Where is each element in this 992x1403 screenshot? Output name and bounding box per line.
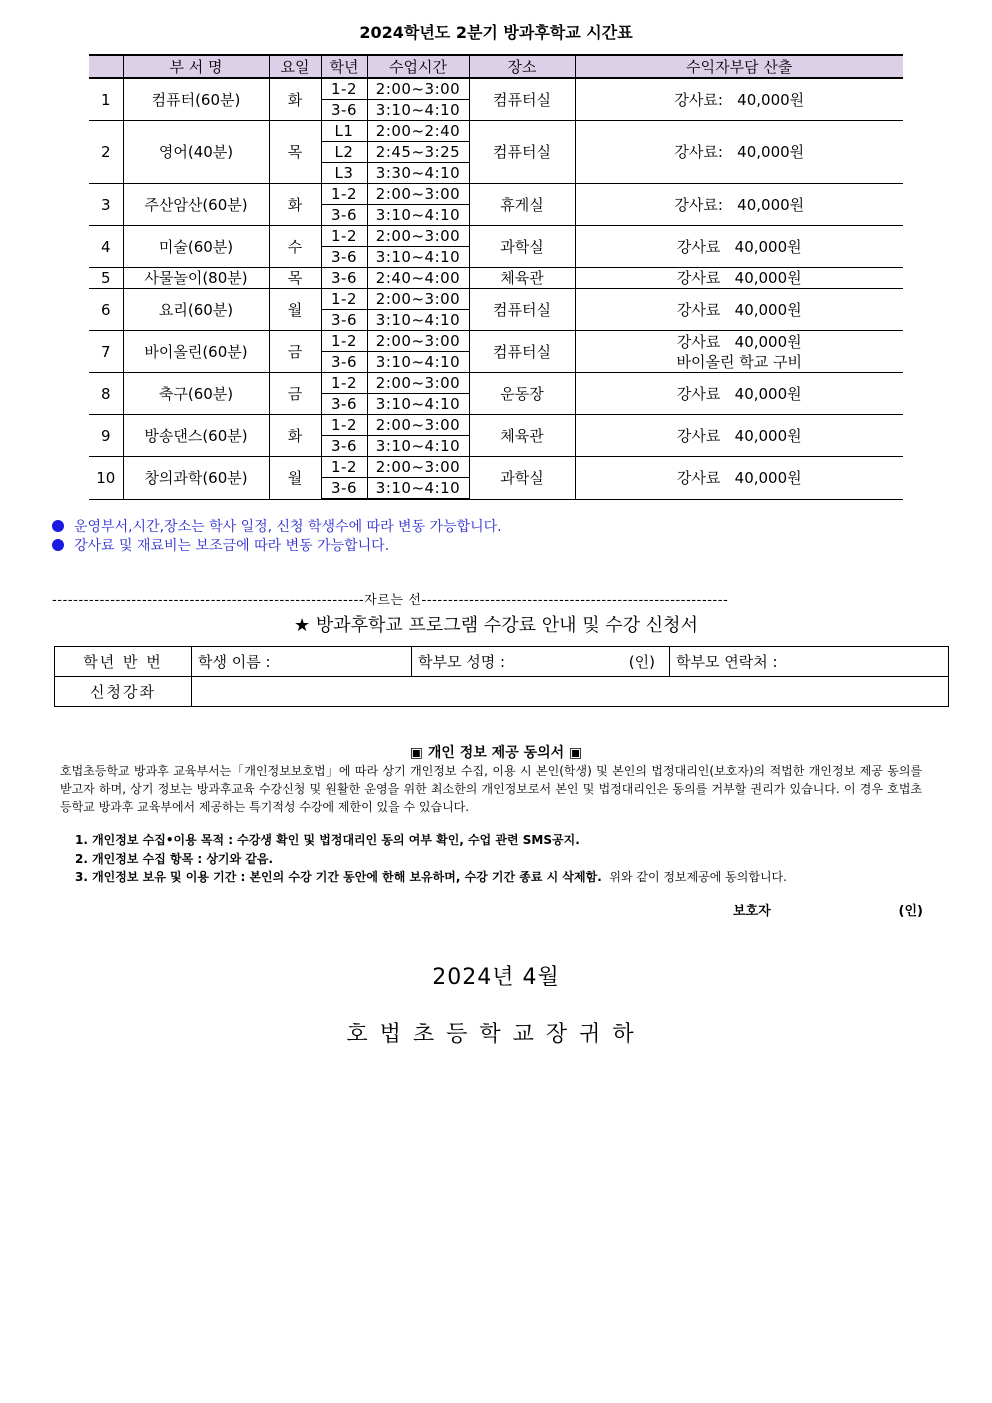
class-grade: 3-6 <box>321 310 367 331</box>
class-grade: 3-6 <box>321 436 367 457</box>
class-time: 3:10~4:10 <box>367 100 469 121</box>
schedule-row <box>89 268 903 289</box>
header-grade: 학년 <box>321 55 367 78</box>
class-time: 3:10~4:10 <box>367 205 469 226</box>
fee-cell <box>575 184 903 226</box>
class-place: 휴게실 <box>469 184 575 226</box>
parent-name-label: 학부모 성명 : <box>418 653 506 671</box>
header-day: 요일 <box>269 55 321 78</box>
row-number: 9 <box>89 415 123 457</box>
schedule-row <box>89 373 903 394</box>
class-time: 2:00~3:00 <box>367 226 469 247</box>
department-name: 컴퓨터(60분) <box>123 78 269 121</box>
class-day: 목 <box>269 121 321 184</box>
class-grade: 1-2 <box>321 331 367 352</box>
class-time: 2:00~2:40 <box>367 121 469 142</box>
department-name: 미술(60분) <box>123 226 269 268</box>
fee-cell <box>575 331 903 373</box>
consent-title: ▣ 개인 정보 제공 동의서 ▣ <box>409 745 583 761</box>
course-field[interactable] <box>192 677 949 707</box>
fee-text: 강사료 40,000원 <box>676 468 802 487</box>
row-number: 7 <box>89 331 123 373</box>
header-place: 장소 <box>469 55 575 78</box>
document-date: 2024년 4월 <box>432 965 560 990</box>
class-day: 금 <box>269 331 321 373</box>
class-time: 2:45~3:25 <box>367 142 469 163</box>
class-day: 금 <box>269 373 321 415</box>
bullet-icon <box>52 520 64 532</box>
guardian-signature <box>733 900 923 919</box>
course-label: 신청강좌 <box>55 677 192 707</box>
fee-text: 강사료 40,000원 <box>676 426 802 445</box>
agree-text: 위와 같이 정보제공에 동의합니다. <box>609 870 787 884</box>
class-grade: 3-6 <box>321 478 367 500</box>
class-place: 과학실 <box>469 457 575 500</box>
fee-text: 강사료 40,000원 <box>676 300 802 319</box>
class-time: 2:00~3:00 <box>367 457 469 478</box>
consent-item: 3. 개인정보 보유 및 이용 기간 : 본인의 수강 기간 동안에 한해 보유하며, 수강 기간 종료 시 삭제함. <box>75 870 602 884</box>
parent-contact-field[interactable] <box>670 647 949 677</box>
fee-cell <box>575 78 903 121</box>
row-number: 1 <box>89 78 123 121</box>
application-form <box>54 646 949 707</box>
schedule-header-row <box>89 55 903 78</box>
class-day: 화 <box>269 184 321 226</box>
fee-text: 강사료: 40,000원 <box>674 195 805 214</box>
schedule-row <box>89 226 903 247</box>
bullet-icon <box>52 539 64 551</box>
class-place: 컴퓨터실 <box>469 331 575 373</box>
fee-text: 강사료: 40,000원 <box>674 90 805 109</box>
fee-cell <box>575 268 903 289</box>
class-time: 3:10~4:10 <box>367 478 469 500</box>
notes <box>52 518 502 556</box>
consent-list <box>75 831 925 887</box>
class-place: 컴퓨터실 <box>469 289 575 331</box>
row-number: 3 <box>89 184 123 226</box>
row-number: 8 <box>89 373 123 415</box>
fee-cell <box>575 457 903 500</box>
class-day: 목 <box>269 268 321 289</box>
class-grade: 1-2 <box>321 226 367 247</box>
header-fee: 수익자부담 산출 <box>575 55 903 78</box>
department-name: 창의과학(60분) <box>123 457 269 500</box>
department-name: 사물놀이(80분) <box>123 268 269 289</box>
class-grade: 1-2 <box>321 78 367 100</box>
fee-text: 강사료 40,000원 <box>676 269 802 287</box>
class-time: 2:00~3:00 <box>367 373 469 394</box>
fee-cell <box>575 415 903 457</box>
note-text: 강사료 및 재료비는 보조금에 따라 변동 가능합니다. <box>74 538 390 554</box>
class-day: 수 <box>269 226 321 268</box>
department-name: 영어(40분) <box>123 121 269 184</box>
row-number: 2 <box>89 121 123 184</box>
class-grade: L3 <box>321 163 367 184</box>
class-place: 체육관 <box>469 268 575 289</box>
class-place: 과학실 <box>469 226 575 268</box>
class-grade: 3-6 <box>321 268 367 289</box>
fee-cell <box>575 373 903 415</box>
class-day: 월 <box>269 289 321 331</box>
class-time: 3:10~4:10 <box>367 310 469 331</box>
fee-text: 강사료: 40,000원 <box>674 143 805 161</box>
class-grade: 1-2 <box>321 415 367 436</box>
guardian-label: 보호자 <box>733 904 771 919</box>
consent-item: 2. 개인정보 수집 항목 : 상기와 같음. <box>75 851 274 866</box>
fee-text: 강사료 40,000원 <box>676 237 802 256</box>
seal-label: (인) <box>628 653 655 671</box>
form-title: ★ 방과후학교 프로그램 수강료 안내 및 수강 신청서 <box>294 615 698 636</box>
class-grade: 3-6 <box>321 247 367 268</box>
class-time: 3:10~4:10 <box>367 352 469 373</box>
class-place: 컴퓨터실 <box>469 78 575 121</box>
schedule-row <box>89 331 903 352</box>
note-item <box>52 518 502 537</box>
class-time: 3:30~4:10 <box>367 163 469 184</box>
class-time: 2:00~3:00 <box>367 184 469 205</box>
class-day: 월 <box>269 457 321 500</box>
student-name-label: 학생 이름 : <box>198 653 271 671</box>
class-time: 2:00~3:00 <box>367 331 469 352</box>
class-day: 화 <box>269 415 321 457</box>
row-number: 6 <box>89 289 123 331</box>
consent-item-row <box>75 868 925 887</box>
header-dept: 부 서 명 <box>123 55 269 78</box>
class-time: 3:10~4:10 <box>367 394 469 415</box>
page-title: 2024학년도 2분기 방과후학교 시간표 <box>359 23 633 42</box>
class-grade: 3-6 <box>321 394 367 415</box>
grade-class-label: 학년 반 번 <box>55 647 192 677</box>
class-grade: 1-2 <box>321 373 367 394</box>
class-grade: 3-6 <box>321 205 367 226</box>
department-name: 요리(60분) <box>123 289 269 331</box>
header-no <box>89 55 123 78</box>
department-name: 바이올린(60분) <box>123 331 269 373</box>
student-name-field[interactable] <box>192 647 412 677</box>
class-time: 2:00~3:00 <box>367 415 469 436</box>
cut-line: -----------------------------------------------------------자르는 선---------------------------------------------------------- <box>52 593 729 608</box>
fee-cell <box>575 121 903 184</box>
class-grade: L1 <box>321 121 367 142</box>
schedule-row <box>89 184 903 205</box>
class-grade: 1-2 <box>321 289 367 310</box>
schedule-row <box>89 415 903 436</box>
fee-text: 강사료 40,000원 <box>676 332 802 351</box>
class-grade: 3-6 <box>321 352 367 373</box>
class-place: 운동장 <box>469 373 575 415</box>
schedule-table <box>89 54 903 500</box>
class-grade: 1-2 <box>321 184 367 205</box>
class-place: 컴퓨터실 <box>469 121 575 184</box>
note-text: 운영부서,시간,장소는 학사 일정, 신청 학생수에 따라 변동 가능합니다. <box>74 519 502 535</box>
department-name: 축구(60분) <box>123 373 269 415</box>
schedule-row <box>89 457 903 478</box>
header-time: 수업시간 <box>367 55 469 78</box>
consent-body: 호법초등학교 방과후 교육부서는「개인정보보호법」에 따라 상기 개인정보 수집, 이용 시 본인(학생) 및 본인의 법정대리인(보호자)의 적법한 개인정보 제공 동의를 받고자 하며, 상기 정보는 방과후교육 수강신청 및 원활한 운영을 위한 최소한의 개인정보로서 본인 및 법정대리인은 동의를 거부할 권리가 있습니다. 이 경우 호법초등학교 방과후 교육부에서 제공하는 특기적성 수강에 제한이 있을 수 있습니다. <box>60 764 922 814</box>
class-grade: 1-2 <box>321 457 367 478</box>
parent-name-field[interactable] <box>412 647 670 677</box>
schedule-row <box>89 289 903 310</box>
class-time: 3:10~4:10 <box>367 247 469 268</box>
note-item <box>52 537 502 556</box>
fee-cell <box>575 226 903 268</box>
department-name: 주산암산(60분) <box>123 184 269 226</box>
class-day: 화 <box>269 78 321 121</box>
schedule-row <box>89 121 903 142</box>
class-time: 2:00~3:00 <box>367 289 469 310</box>
row-number: 5 <box>89 268 123 289</box>
row-number: 10 <box>89 457 123 500</box>
guardian-seal: (인) <box>898 904 923 919</box>
consent-item: 1. 개인정보 수집•이용 목적 : 수강생 확인 및 법정대리인 동의 여부 확인, 수업 관련 SMS공지. <box>75 833 580 847</box>
class-grade: L2 <box>321 142 367 163</box>
fee-text: 강사료 40,000원 <box>676 384 802 403</box>
class-time: 2:40~4:00 <box>367 268 469 289</box>
fee-note: 바이올린 학교 구비 <box>676 352 802 371</box>
row-number: 4 <box>89 226 123 268</box>
class-time: 3:10~4:10 <box>367 436 469 457</box>
principal-addressee: 호법초등학교장귀하 <box>346 1022 646 1047</box>
class-time: 2:00~3:00 <box>367 78 469 100</box>
department-name: 방송댄스(60분) <box>123 415 269 457</box>
fee-cell <box>575 289 903 331</box>
class-place: 체육관 <box>469 415 575 457</box>
parent-contact-label: 학부모 연락처 : <box>676 653 778 671</box>
class-grade: 3-6 <box>321 100 367 121</box>
schedule-row <box>89 78 903 100</box>
